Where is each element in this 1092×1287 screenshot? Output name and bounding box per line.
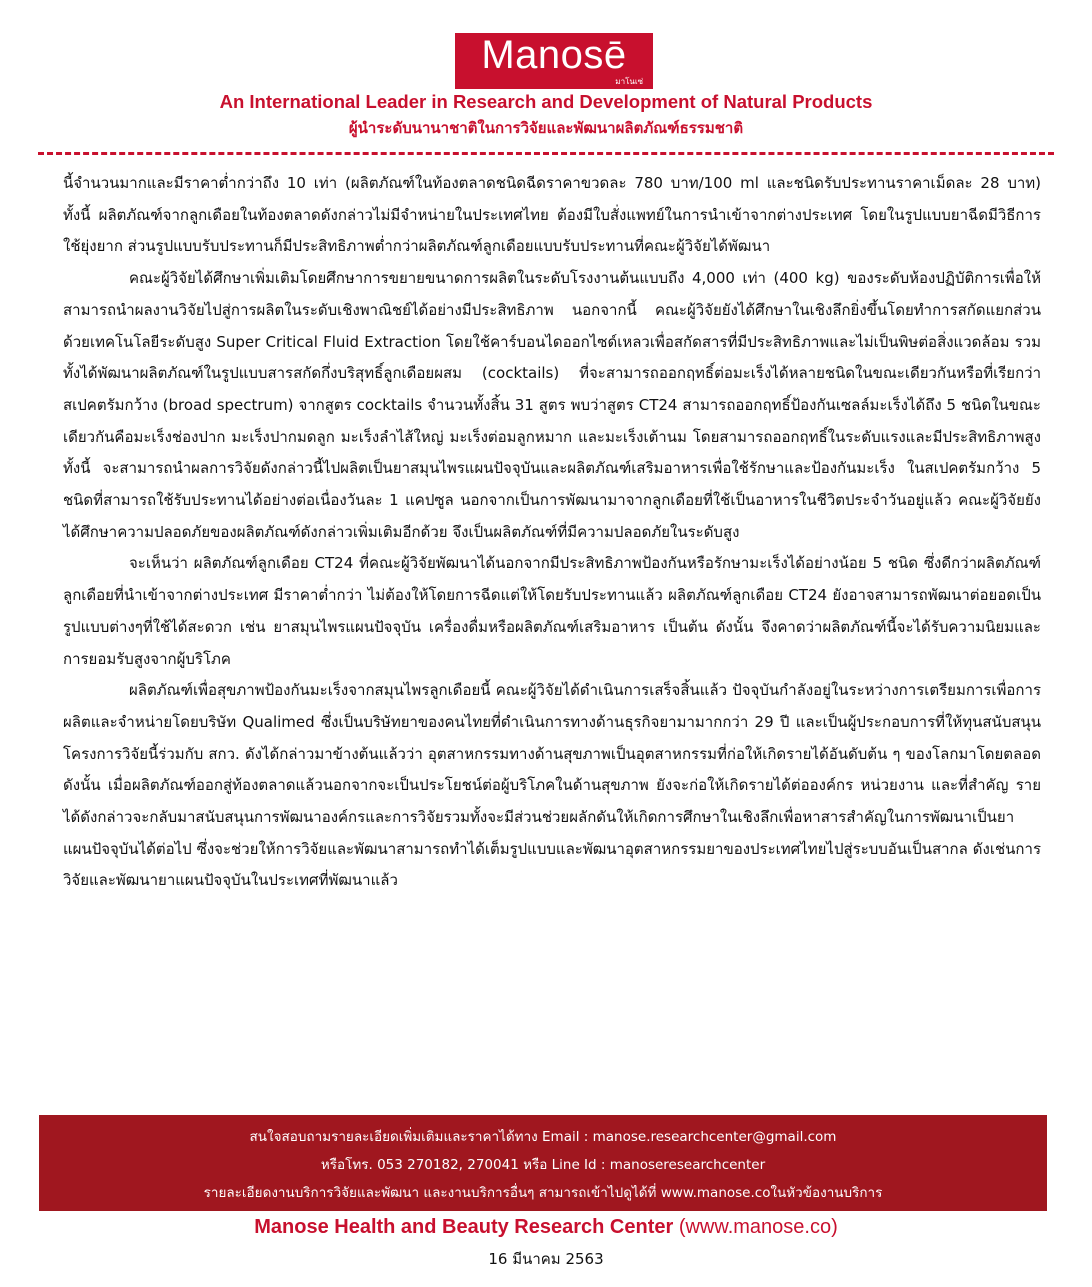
tagline-thai: ผู้นำระดับนานาชาติในการวิจัยและพัฒนาผลิตภัณฑ์ธรรมชาติ <box>348 119 744 137</box>
contact-website-line: รายละเอียดงานบริการวิจัยและพัฒนา และงานบริการอื่นๆ สามารถเข้าไปดูได้ที่ www.manose.coในหัวข้องานบริการ <box>203 1185 883 1201</box>
header-divider <box>38 152 1054 155</box>
research-center-name <box>0 1214 1092 1240</box>
contact-banner <box>39 1115 1047 1211</box>
contact-phone-line: หรือโทร. 053 270182, 270041 หรือ Line Id : manoseresearchcenter <box>320 1157 766 1173</box>
document-date: 16 มีนาคม 2563 <box>488 1250 604 1268</box>
center-url-link[interactable]: (www.manose.co) <box>678 1216 838 1238</box>
article-body <box>63 168 1041 897</box>
paragraph-continuation: นี้จำนวนมากและมีราคาต่ำกว่าถึง 10 เท่า (ผลิตภัณฑ์ในท้องตลาดชนิดฉีดราคาขวดละ 780 บาท/100 ml และชนิดรับประทานราคาเม็ดละ 28 บาท) ทั้งนี้ ผลิตภัณฑ์จากลูกเดือยในท้องตลาดดังกล่าวไม่มีจำหน่ายในประเทศไทย ต้องมีใบสั่งแพทย์ในการนำเข้าจากต่างประเทศ โดยในรูปแบบยาฉีดมีวิธีการใช้ยุ่งยาก ส่วนรูปแบบรับประทานก็มีประสิทธิภาพต่ำกว่าผลิตภัณฑ์ลูกเดือยแบบรับประทานที่คณะผู้วิจัยได้พัฒนา <box>63 174 1041 256</box>
manose-logo <box>455 33 653 89</box>
logo-text: Manosē <box>481 33 627 77</box>
contact-email-line: สนใจสอบถามรายละเอียดเพิ่มเติมและราคาได้ทาง Email : manose.researchcenter@gmail.com <box>249 1129 837 1145</box>
tagline-english: An International Leader in Research and Development of Natural Products <box>219 91 873 112</box>
paragraph-ct24-benefits: จะเห็นว่า ผลิตภัณฑ์ลูกเดือย CT24 ที่คณะผู้วิจัยพัฒนาได้นอกจากมีประสิทธิภาพป้องกันหรือรักษามะเร็งได้อย่างน้อย 5 ชนิด ซึ่งดีกว่าผลิตภัณฑ์ลูกเดือยที่นำเข้าจากต่างประเทศ มีราคาต่ำกว่า ไม่ต้องให้โดยการฉีดแต่ให้โดยรับประทานแล้ว ผลิตภัณฑ์ลูกเดือย CT24 ยังอาจสามารถพัฒนาต่อยอดเป็นรูปแบบต่างๆที่ใช้ได้สะดวก เช่น ยาสมุนไพรแผนปัจจุบัน เครื่องดื่มหรือผลิตภัณฑ์เสริมอาหาร เป็นต้น ดังนั้น จึงคาดว่าผลิตภัณฑ์นี้จะได้รับความนิยมและการยอมรับสูงจากผู้บริโภค <box>63 554 1041 668</box>
paragraph-commercialization: ผลิตภัณฑ์เพื่อสุขภาพป้องกันมะเร็งจากสมุนไพรลูกเดือยนี้ คณะผู้วิจัยได้ดำเนินการเสร็จสิ้นแล้ว ปัจจุบันกำลังอยู่ในระหว่างการเตรียมการเพื่อการผลิตและจำหน่ายโดยบริษัท Qualimed ซึ่งเป็นบริษัทยาของคนไทยที่ดำเนินการทางด้านธุรกิจยามามากกว่า 29 ปี และเป็นผู้ประกอบการที่ให้ทุนสนับสนุนโครงการวิจัยนี้ร่วมกับ สกว. ดังได้กล่าวมาข้างต้นแล้วว่า อุตสาหกรรมทางด้านสุขภาพเป็นอุตสาหกรรมที่ก่อให้เกิดรายได้อันดับต้น ๆ ของโลกมาโดยตลอด ดังนั้น เมื่อผลิตภัณฑ์ออกสู่ท้องตลาดแล้วนอกจากจะเป็นประโยชน์ต่อผู้บริโภคในด้านสุขภาพ ยังจะก่อให้เกิดรายได้ต่อองค์กร หน่วยงาน และที่สำคัญ รายได้ดังกล่าวจะกลับมาสนับสนุนการพัฒนาองค์กรและการวิจัยรวมทั้งจะมีส่วนช่วยผลักดันให้เกิดการศึกษาในเชิงลึกเพื่อหาสารสำคัญในการพัฒนาเป็นยาแผนปัจจุบันได้ต่อไป ซึ่งจะช่วยให้การวิจัยและพัฒนาสามารถทำได้เต็มรูปแบบและพัฒนาอุตสาหกรรมยาของประเทศไทยไปสู่ระบบอันเป็นสากล ดังเช่นการวิจัยและพัฒนายาแผนปัจจุบันในประเทศที่พัฒนาแล้ว <box>63 681 1041 890</box>
logo-subtext: มาโนเซ่ <box>615 77 643 86</box>
center-name-text: Manose Health and Beauty Research Center <box>254 1216 674 1238</box>
paragraph-research-scaleup: คณะผู้วิจัยได้ศึกษาเพิ่มเติมโดยศึกษาการขยายขนาดการผลิตในระดับโรงงานต้นแบบถึง 4,000 เท่า (400 kg) ของระดับห้องปฏิบัติการเพื่อให้สามารถนำผลงานวิจัยไปสู่การผลิตในระดับเชิงพาณิชย์ได้อย่างมีประสิทธิภาพ นอกจากนี้ คณะผู้วิจัยยังได้ศึกษาในเชิงลึกยิ่งขึ้นโดยทำการสกัดแยกส่วนด้วยเทคโนโลยีระดับสูง Super Critical Fluid Extraction โดยใช้คาร์บอนไดออกไซด์เหลวเพื่อสกัดสารที่มีประสิทธิภาพและไม่เป็นพิษต่อสิ่งแวดล้อม รวมทั้งได้พัฒนาผลิตภัณฑ์ในรูปแบบสารสกัดกึ่งบริสุทธิ์ลูกเดือยผสม (cocktails) ที่จะสามารถออกฤทธิ์ต่อมะเร็งได้หลายชนิดในขณะเดียวกันหรือที่เรียกว่าสเปคตรัมกว้าง (broad spectrum) จากสูตร cocktails จำนวนทั้งสิ้น 31 สูตร พบว่าสูตร CT24 สามารถออกฤทธิ์ป้องกันเซลล์มะเร็งได้ถึง 5 ชนิดในขณะเดียวกันคือมะเร็งช่องปาก มะเร็งปากมดลูก มะเร็งลำไส้ใหญ่ มะเร็งต่อมลูกหมาก และมะเร็งเต้านม โดยสามารถออกฤทธิ์ในระดับแรงและมีประสิทธิภาพสูง ทั้งนี้ จะสามารถนำผลการวิจัยดังกล่าวนี้ไปผลิตเป็นยาสมุนไพรแผนปัจจุบันและผลิตภัณฑ์เสริมอาหารเพื่อใช้รักษาและป้องกันมะเร็ง ในสเปคตรัมกว้าง 5 ชนิดที่สามารถใช้รับประทานได้อย่างต่อเนื่องวันละ 1 แคปซูล นอกจากเป็นการพัฒนามาจากลูกเดือยที่ใช้เป็นอาหารในชีวิตประจำวันอยู่แล้ว คณะผู้วิจัยยังได้ศึกษาความปลอดภัยของผลิตภัณฑ์ดังกล่าวเพิ่มเติมอีกด้วย จึงเป็นผลิตภัณฑ์ที่มีความปลอดภัยในระดับสูง <box>63 269 1041 541</box>
